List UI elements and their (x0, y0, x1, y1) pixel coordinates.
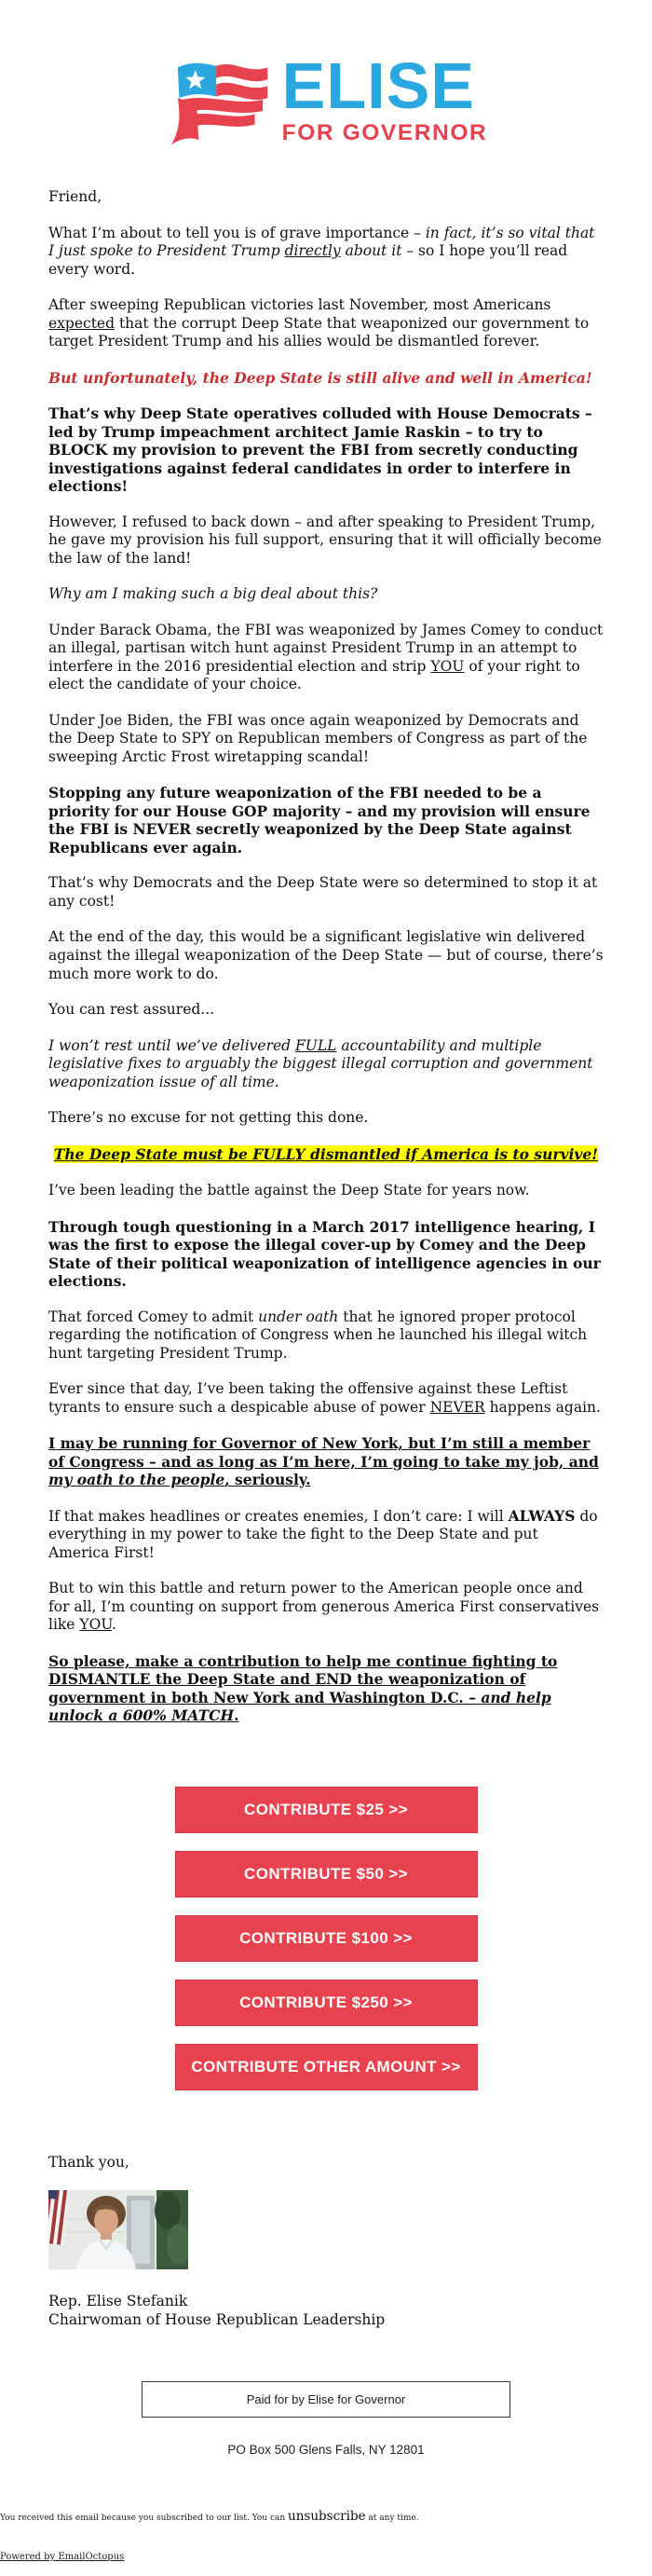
signoff: Thank you, (48, 2153, 129, 2171)
powered-by-link[interactable]: Powered by EmailOctopus (0, 2552, 125, 2562)
signature-block (0, 2108, 652, 2329)
emphasis-expected: expected (48, 314, 115, 332)
paragraph: Under Barack Obama, the FBI was weaponized by James Comey to conduct an illegal, partisan witch hunt against President Trump in an attempt to interfere in the 2016 presidential election and strip YOU of your right to elect the candidate of your choice. (48, 621, 604, 693)
email-footer (0, 2381, 652, 2576)
emphasis-always: ALWAYS (508, 1506, 576, 1525)
contribute-50-button[interactable]: CONTRIBUTE $50 >> (175, 1851, 478, 1898)
candidate-photo (48, 2190, 188, 2269)
campaign-logo-text (281, 49, 488, 146)
paragraph: What I’m about to tell you is of grave importance – in fact, it’s so vital that I just spoke to President Trump directly about it – so I hope you’ll read every word. (48, 224, 595, 278)
contribute-other-button[interactable]: CONTRIBUTE OTHER AMOUNT >> (175, 2044, 478, 2090)
paid-for-disclaimer: Paid for by Elise for Governor (142, 2381, 510, 2418)
subscription-notice: You received this email because you subscribed to our list. You can unsubscribe at any time. (0, 2508, 419, 2524)
mailing-address: PO Box 500 Glens Falls, NY 12801 (227, 2442, 425, 2457)
paragraph: At the end of the day, this would be a significant legislative win delivered against the illegal weaponization of the Deep State — but of course, there’s much more work to do. (48, 928, 604, 982)
emphasis-under-oath: under oath (258, 1308, 339, 1325)
paragraph: But to win this battle and return power to the American people once and for all, I’m counting on support from generous America First conservatives like YOU. (48, 1580, 600, 1634)
contribute-25-button[interactable]: CONTRIBUTE $25 >> (175, 1787, 478, 1833)
paragraph: Through tough questioning in a March 2017 intelligence hearing, I was the first to expose the illegal cover-up by Comey and the Deep State of their political weaponization of intelligence agencies in our elections. (48, 1217, 601, 1291)
emphasis-match: and help unlock a 600% MATCH (48, 1688, 551, 1725)
email-copy (0, 160, 652, 1743)
campaign-logo-lockup (165, 50, 488, 160)
emphasis-full: FULL (295, 1036, 337, 1054)
waving-flag-star-icon (165, 50, 269, 160)
paragraph: I won’t rest until we’ve delivered FULL accountability and multiple legislative fixes to arguably the biggest illegal corruption and government weaponization issue of all time. (48, 1036, 593, 1090)
highlight-line: The Deep State must be FULLY dismantled if America is to survive! (53, 1144, 599, 1163)
paragraph: That’s why Deep State operatives colluded with House Democrats – led by Trump impeachment architect Jamie Raskin – to try to BLOCK my provision to prevent the FBI from secretly conducting investigations against federal candidates in order to interfere in elections! (48, 404, 592, 496)
paragraph: However, I refused to back down – and after speaking to President Trump, he gave my provision his full support, ensuring that it will officially become the law of the land! (48, 513, 602, 567)
red-headline: But unfortunately, the Deep State is still alive and well in America! (48, 368, 592, 387)
paragraph: I’ve been leading the battle against the Deep State for years now. (48, 1182, 530, 1199)
campaign-logo (0, 0, 652, 160)
paragraph: That forced Comey to admit under oath that he ignored proper protocol regarding the notification of Congress when he launched his illegal witch hunt targeting President Trump. (48, 1308, 588, 1362)
paragraph: Under Joe Biden, the FBI was once again weaponized by Democrats and the Deep State to SPY on Republican members of Congress as part of the sweeping Arctic Frost wiretapping scandal! (48, 711, 588, 765)
unsubscribe-link[interactable]: unsubscribe (288, 2508, 366, 2524)
paragraph: If that makes headlines or creates enemies, I don’t care: I will ALWAYS do everything in my power to take the fight to the Deep State and put America First! (48, 1506, 598, 1561)
signature-title: Chairwoman of House Republican Leadership (48, 2311, 386, 2329)
highlight-line-wrap (48, 1145, 604, 1165)
greeting: Friend, (48, 188, 102, 205)
signature-name: Rep. Elise Stefanik (48, 2293, 188, 2310)
logo-candidate-name: ELISE (281, 49, 475, 122)
paragraph: That’s why Democrats and the Deep State were so determined to stop it at any cost! (48, 874, 598, 910)
paragraph: Stopping any future weaponization of the FBI needed to be a priority for our House GOP majority – and my provision will ensure the FBI is NEVER secretly weaponized by the Deep State against Republicans ever again. (48, 784, 591, 856)
paragraph: After sweeping Republican victories last November, most Americans expected that the corrupt Deep State that weaponized our government to target President Trump and his allies would be dismantled forever. (48, 296, 590, 350)
paragraph: Why am I making such a big deal about this? (48, 585, 378, 603)
contribute-100-button[interactable]: CONTRIBUTE $100 >> (175, 1915, 478, 1962)
emphasis-you-2: YOU (79, 1616, 113, 1634)
contribute-250-button[interactable]: CONTRIBUTE $250 >> (175, 1980, 478, 2026)
emphasis-you: YOU (430, 657, 465, 675)
paragraph: There’s no excuse for not getting this done. (48, 1109, 369, 1127)
contribute-buttons (0, 1769, 652, 2108)
logo-tagline: FOR GOVERNOR (281, 120, 488, 146)
emphasis-directly: directly (284, 242, 341, 260)
paragraph: I may be running for Governor of New York, but I’m still a member of Congress – and as long as I’m here, I’m going to take my job, and my oath to the people, seriously. (48, 1434, 599, 1489)
paragraph: Ever since that day, I’ve been taking the offensive against these Leftist tyrants to ensure such a despicable abuse of power NEVER happens again. (48, 1380, 601, 1416)
paragraph: So please, make a contribution to help me continue fighting to DISMANTLE the Deep State and END the weaponization of government in both New York and Washington D.C. – and help unlock a 600% MATCH. (48, 1651, 558, 1725)
emphasis-oath: my oath to the people (48, 1471, 225, 1489)
emphasis-never: NEVER (429, 1398, 485, 1416)
paragraph: You can rest assured... (48, 1001, 215, 1019)
